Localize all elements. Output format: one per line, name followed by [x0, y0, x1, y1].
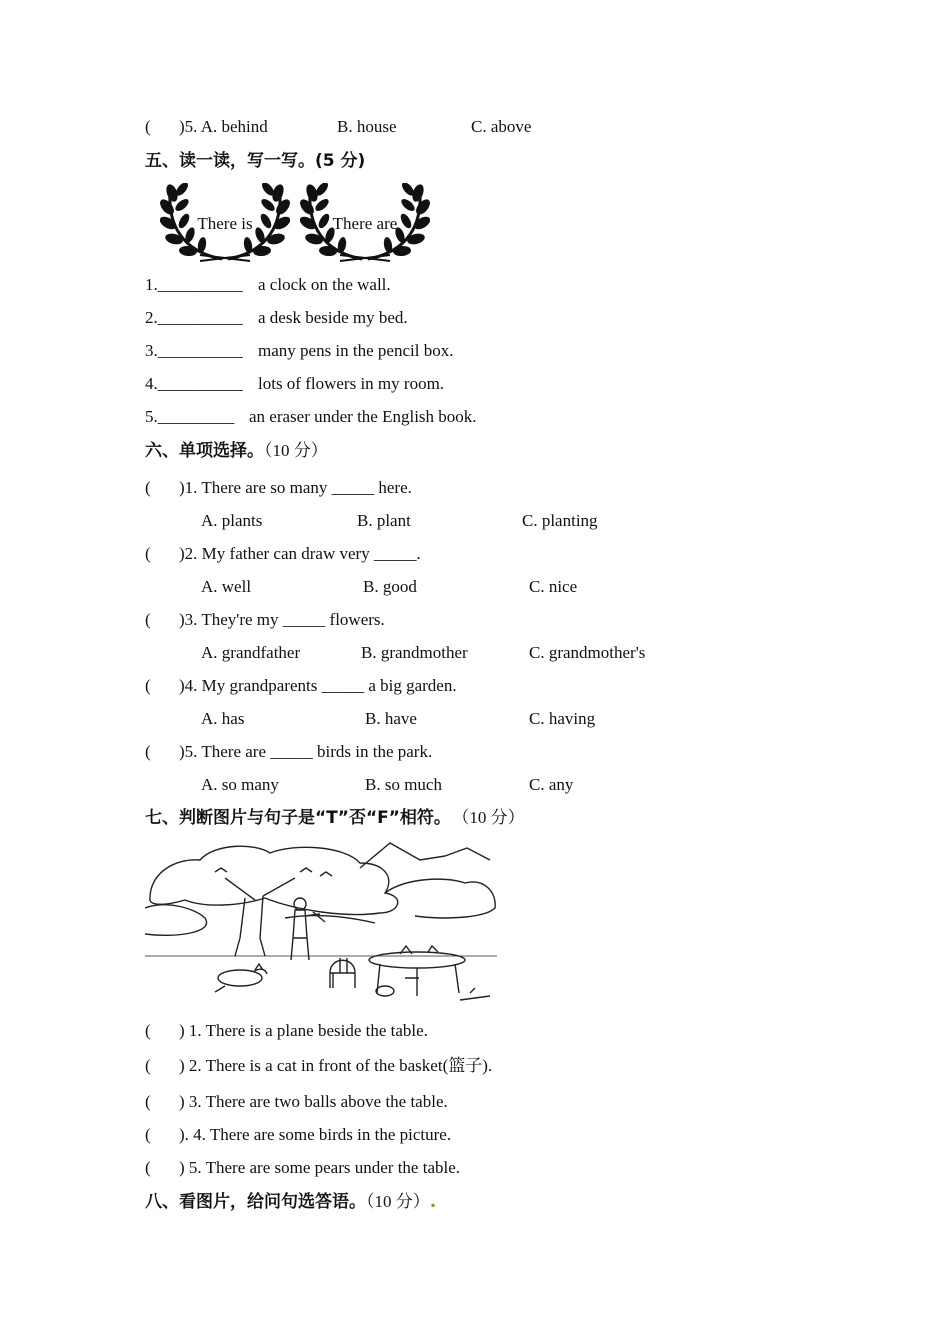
s6-q2-text: )2. My father can draw very _____. [179, 544, 421, 563]
s7-item-4-paren: ( [145, 1125, 151, 1144]
s7-item-2-paren: ( [145, 1056, 151, 1075]
s7-item-3-paren: ( [145, 1092, 151, 1111]
s5-item-4-text: lots of flowers in my room. [258, 374, 445, 393]
s5-item-1-text: a clock on the wall. [258, 275, 391, 294]
s7-item-5-text: ) 5. There are some pears under the table. [179, 1158, 461, 1177]
s6-q3-option-c: C. grandmother's [529, 643, 646, 662]
section6-score: （10 分） [264, 441, 328, 460]
s6-q2-option-a: A. well [201, 577, 252, 596]
s7-item-5-paren: ( [145, 1158, 151, 1177]
park-scene-illustration [145, 838, 497, 1010]
s6-q4-text: )4. My grandparents _____ a big garden. [179, 676, 457, 695]
section5-title: 五、读一读，写一写。(5 分) [145, 151, 366, 171]
s6-q1-text: )1. There are so many _____ here. [179, 478, 412, 497]
s5-item-5-text: an eraser under the English book. [249, 407, 477, 426]
s7-item-4-text: ). 4. There are some birds in the picture. [179, 1125, 452, 1144]
s5-item-3-blank: 3.__________ [145, 341, 243, 360]
section8-score: （10 分） [366, 1192, 430, 1211]
s5-item-2-blank: 2.__________ [145, 308, 243, 327]
s5-item-3-text: many pens in the pencil box. [258, 341, 454, 360]
park-scene-icon [145, 838, 497, 1010]
s6-q4-paren: ( [145, 676, 151, 695]
wreath-label-there-is: There is [197, 214, 253, 233]
wreath-label-there-are: There are [332, 214, 398, 233]
s6-q5-text: )5. There are _____ birds in the park. [179, 742, 433, 761]
section6-title: 六、单项选择。（10 分） [145, 441, 328, 461]
s5-item-5-blank: 5._________ [145, 407, 235, 426]
s6-q1-option-b: B. plant [357, 511, 411, 530]
s6-q1-paren: ( [145, 478, 151, 497]
s6-q5-option-a: A. so many [201, 775, 279, 794]
s5-item-1-blank: 1.__________ [145, 275, 243, 294]
s6-q4-option-b: B. have [365, 709, 417, 728]
s6-q1-option-a: A. plants [201, 511, 263, 530]
prev-item-option-b: B. house [337, 117, 397, 136]
s6-q4-option-a: A. has [201, 709, 245, 728]
wreath-there-is [160, 183, 290, 263]
s6-q5-option-c: C. any [529, 775, 574, 794]
s7-item-2-text: ) 2. There is a cat in front of the basket(篮子). [179, 1056, 493, 1075]
s6-q1-option-c: C. planting [522, 511, 598, 530]
decorative-dot: . [429, 1192, 437, 1212]
section8-title: 八、看图片，给问句选答语。（10 分）. [145, 1192, 437, 1212]
wreath-there-are [300, 183, 430, 263]
s6-q4-option-c: C. having [529, 709, 596, 728]
s5-item-4-blank: 4.__________ [145, 374, 243, 393]
s6-q2-paren: ( [145, 544, 151, 563]
s7-item-1-paren: ( [145, 1021, 151, 1040]
prev-item-option-a: )5. A. behind [179, 117, 268, 136]
s6-q3-option-b: B. grandmother [361, 643, 468, 662]
s6-q3-option-a: A. grandfather [201, 643, 301, 662]
section7-title: 七、判断图片与句子是“T”否“F”相符。 （10 分） [145, 808, 525, 828]
s6-q2-option-b: B. good [363, 577, 417, 596]
s5-item-2-text: a desk beside my bed. [258, 308, 408, 327]
section7-score: （10 分） [460, 808, 525, 827]
s7-item-1-text: ) 1. There is a plane beside the table. [179, 1021, 428, 1040]
s6-q3-text: )3. They're my _____ flowers. [179, 610, 385, 629]
s6-q5-option-b: B. so much [365, 775, 442, 794]
s6-q5-paren: ( [145, 742, 151, 761]
prev-item-option-c: C. above [471, 117, 532, 136]
s6-q3-paren: ( [145, 610, 151, 629]
s7-item-3-text: ) 3. There are two balls above the table. [179, 1092, 448, 1111]
prev-item-paren: ( [145, 117, 151, 136]
s6-q2-option-c: C. nice [529, 577, 578, 596]
